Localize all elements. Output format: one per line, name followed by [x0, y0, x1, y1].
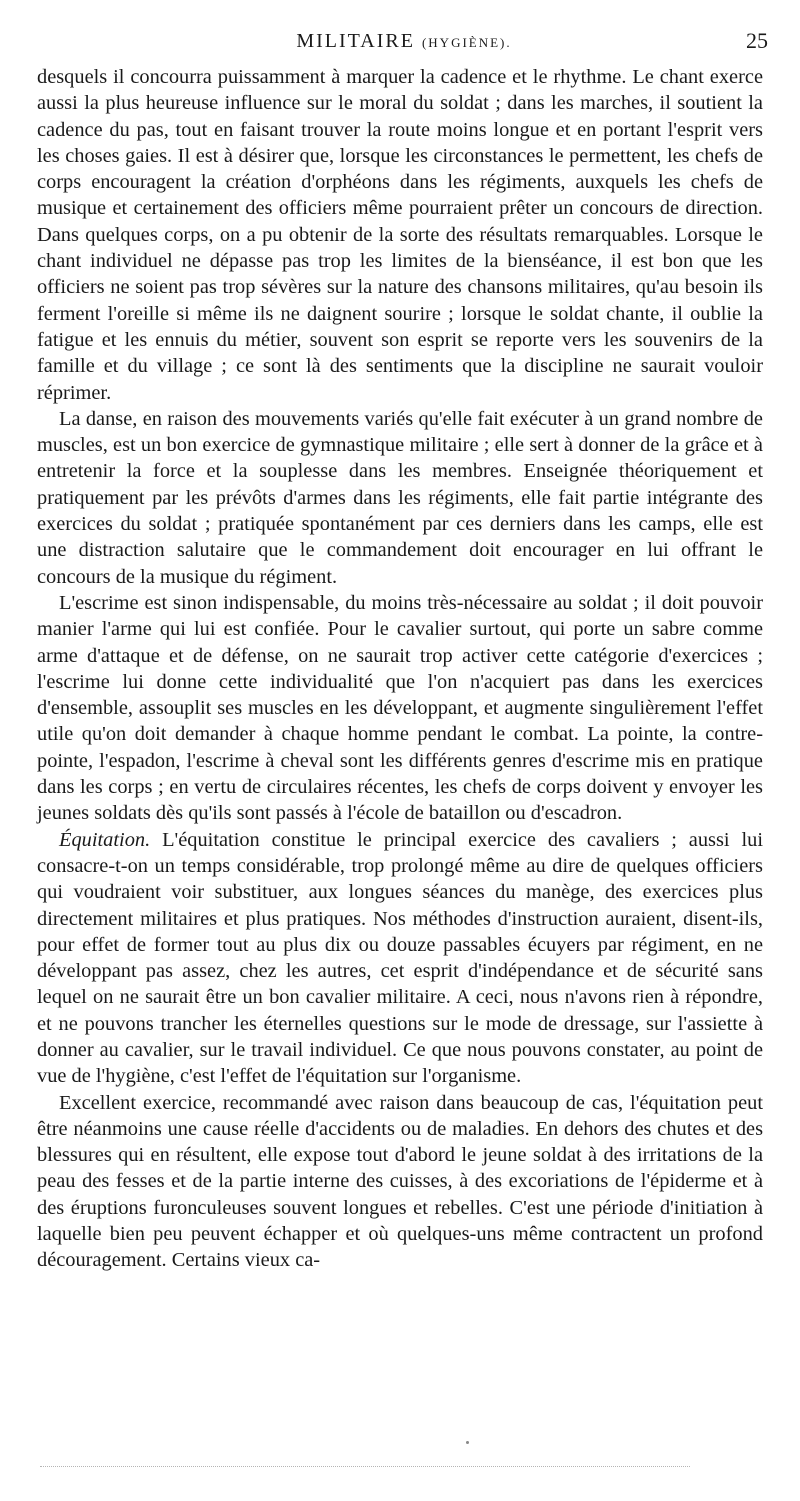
paragraph-text: L'équitation constitue le principal exercice des cavaliers ; aussi lui consacre-t-on un temps considérable, trop prolongé même au dire de quelques officiers qui voudraient voir substituer, aux longues séances du manège, des exercices plus directement militaires et plus pratiques. Nos méthodes d'instruction auraient, disent-ils, pour effet de former tout au plus dix ou douze passables écuyers par régiment, en ne développant pas assez, chez les autres, cet esprit d'indépendance et de sécurité sans lequel on ne saurait être un bon cavalier militaire. A ceci, nous n'avons rien à répondre, et ne pouvons trancher les éternelles questions sur le mode de dressage, sur l'assiette à donner au cavalier, sur le travail individuel. Ce que nous pouvons constater, au point de vue de l'hygiène, c'est l'effet de l'équitation sur l'organisme.: [37, 828, 763, 1088]
paragraph-text: L'escrime est sinon indispensable, du moins très-nécessaire au soldat ; il doit pouvoir manier l'arme qui lui est confiée. Pour le cavalier surtout, qui porte un sabre comme arme d'attaque et de défense, on ne saurait trop activer cette catégorie d'exercices ; l'escrime lui donne cette individualité que l'on n'acquiert pas dans les exercices d'ensemble, assouplit ses muscles en les développant, et augmente singulièrement l'effet utile qu'on doit demander à chaque homme pendant le combat. La pointe, la contre-pointe, l'espadon, l'escrime à cheval sont les différents genres d'escrime mis en pratique dans les corps ; en vertu de circulaires récentes, les chefs de corps doivent y envoyer les jeunes soldats dès qu'ils sont passés à l'école de bataillon ou d'escadron.: [37, 591, 763, 825]
paragraph-chant: [37, 64, 763, 406]
paragraph-text: Excellent exercice, recommandé avec raison dans beaucoup de cas, l'équitation peut être néanmoins une cause réelle d'accidents ou de maladies. En dehors des chutes et des blessures qui en résultent, elle expose tout d'abord le jeune soldat à des irritations de la peau des fesses et de la partie interne des cuisses, à des excoriations de l'épiderme et à des éruptions furonculeuses souvent longues et rebelles. C'est une période d'initiation à laquelle bien peu peuvent échapper et où quelques-uns même contractent un profond découragement. Certains vieux ca-: [37, 1091, 763, 1272]
paragraph-text: desquels il concourra puissamment à marquer la cadence et le rhythme. Le chant exerce aussi la plus heureuse influence sur le moral du soldat ; dans les marches, il soutient la cadence du pas, tout en faisant trouver la route moins longue et en portant l'esprit vers les choses gaies. Il est à désirer que, lorsque les circonstances le permettent, les chefs de corps encouragent la création d'orphéons dans les régiments, auxquels les chefs de musique et certainement des officiers même pourraient prêter un concours de direction. Dans quelques corps, on a pu obtenir de la sorte des résultats remarquables. Lorsque le chant individuel ne dépasse pas trop les limites de la bienséance, il est bon que les officiers ne soient pas trop sévères sur la nature des chansons militaires, qu'au besoin ils ferment l'oreille si même ils ne daignent sourire ; lorsque le soldat chante, il oublie la fatigue et les ennuis du métier, souvent son esprit se reporte vers les souvenirs de la famille et du village ; ce sont là des sentiments que la discipline ne saurait vouloir réprimer.: [37, 66, 763, 404]
print-speck: [466, 1441, 469, 1444]
paragraph-escrime: [37, 590, 763, 827]
page-header: [40, 30, 768, 60]
paragraph-danse: [37, 406, 763, 590]
bleed-through-line: [40, 1466, 690, 1467]
running-subtitle: (HYGIÈNE).: [421, 35, 512, 50]
paragraph-equitation: [37, 827, 763, 1090]
paragraph-excellent-exercice: [37, 1090, 763, 1274]
running-title: MILITAIRE: [296, 30, 415, 52]
body-text: [37, 64, 763, 1274]
paragraph-text: La danse, en raison des mouvements variés qu'elle fait exécuter à un grand nombre de muscles, est un bon exercice de gymnastique militaire ; elle sert à donner de la grâce et à entretenir la force et la souplesse dans les membres. Enseignée théoriquement et pratiquement par les prévôts d'armes dans les régiments, elle fait partie intégrante des exercices du soldat ; pratiquée spontanément par ces derniers dans les camps, elle est une distraction salutaire que le commandement doit encourager en lui offrant le concours de la musique du régiment.: [37, 407, 763, 588]
section-lead-term: Équitation.: [59, 828, 151, 851]
running-head: [40, 30, 768, 53]
page-number: 25: [746, 28, 768, 53]
